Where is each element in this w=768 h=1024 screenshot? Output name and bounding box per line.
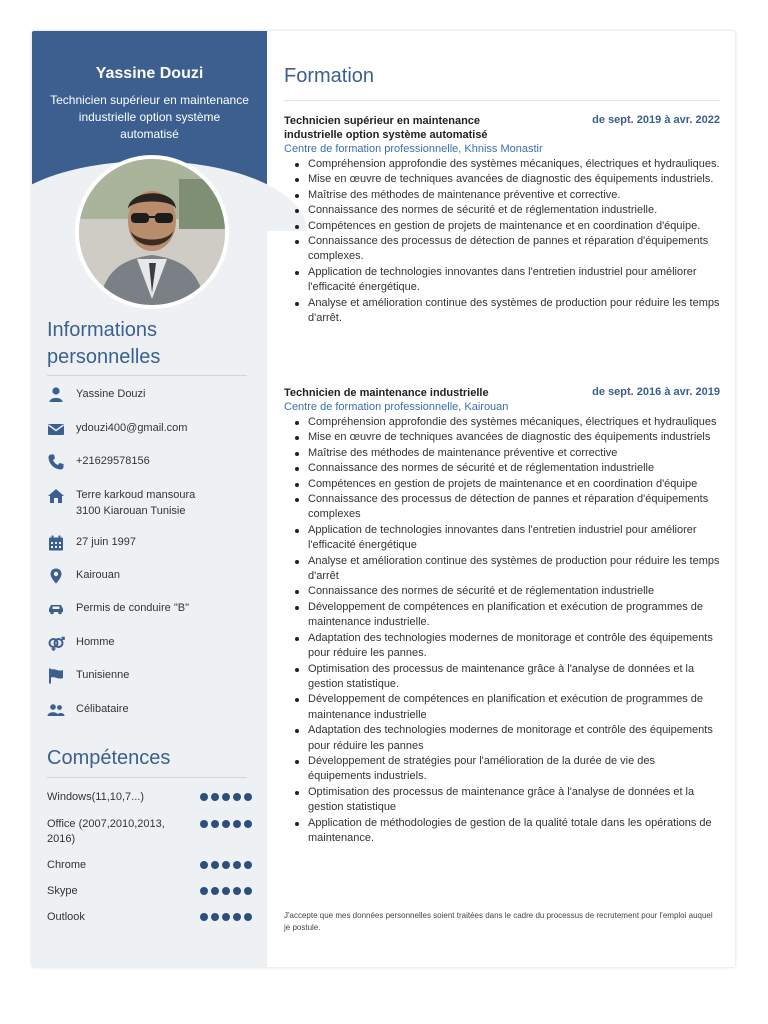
list-item: Application de méthodologies de gestion de la qualité totale dans les opérations de maintenance. bbox=[308, 816, 720, 847]
info-license-text: Permis de conduire "B" bbox=[76, 602, 189, 614]
info-name-text: Yassine Douzi bbox=[76, 388, 146, 400]
skills-title: Compétences bbox=[47, 747, 171, 769]
skill-dot bbox=[211, 793, 219, 801]
gender-icon bbox=[47, 634, 65, 652]
skill-level-dots bbox=[200, 887, 252, 895]
skill-dot bbox=[233, 861, 241, 869]
list-item: Maîtrise des méthodes de maintenance préventive et corrective. bbox=[308, 188, 720, 203]
list-item: Optimisation des processus de maintenance grâce à l'analyse de données et la gestion statistique. bbox=[308, 662, 720, 693]
entry-bullets bbox=[284, 415, 720, 846]
entry-institution: Centre de formation professionnelle, Khniss Monastir bbox=[284, 143, 543, 155]
skill-dot bbox=[211, 913, 219, 921]
resume-page bbox=[32, 31, 735, 967]
entry-bullets bbox=[284, 157, 720, 326]
skill-dot bbox=[200, 820, 208, 828]
personal-info-title: Informations personnelles bbox=[47, 319, 161, 368]
info-email bbox=[47, 420, 257, 438]
skill-row bbox=[47, 817, 252, 847]
list-item: Compétences en gestion de projets de maintenance et en coordination d'équipe. bbox=[308, 219, 720, 234]
skill-dot bbox=[222, 861, 230, 869]
list-item: Application de technologies innovantes dans l'entretien industriel pour améliorer l'efficacité énergétique bbox=[308, 523, 720, 554]
location-pin-icon bbox=[47, 567, 65, 585]
entry-title: Technicien de maintenance industrielle bbox=[284, 387, 489, 399]
entry-date: de sept. 2019 à avr. 2022 bbox=[592, 114, 720, 126]
skill-dot bbox=[233, 887, 241, 895]
skill-dot bbox=[244, 820, 252, 828]
skill-dot bbox=[222, 913, 230, 921]
list-item: Maîtrise des méthodes de maintenance préventive et corrective bbox=[308, 446, 720, 461]
info-address bbox=[47, 487, 257, 519]
list-item: Mise en œuvre de techniques avancées de diagnostic des équipements industriels. bbox=[308, 172, 720, 187]
skill-dot bbox=[233, 820, 241, 828]
list-item: Compréhension approfondie des systèmes mécaniques, électriques et hydrauliques. bbox=[308, 157, 720, 172]
skill-dot bbox=[211, 820, 219, 828]
info-email-text[interactable]: ydouzi400@gmail.com bbox=[76, 422, 188, 434]
consent-note: J'accepte que mes données personnelles soient traitées dans le cadre du processus de recrutement pour l'emploi auquel je postule. bbox=[284, 911, 713, 932]
main-content bbox=[284, 31, 720, 967]
info-city-text: Kairouan bbox=[76, 569, 121, 581]
skills-divider bbox=[47, 777, 247, 778]
skill-dot bbox=[222, 820, 230, 828]
list-item: Compréhension approfondie des systèmes mécaniques, électriques et hydrauliques bbox=[308, 415, 720, 430]
envelope-icon bbox=[47, 420, 65, 438]
list-item: Adaptation des technologies modernes de monitorage et contrôle des équipements pour réduire les pannes bbox=[308, 723, 720, 754]
list-item: Développement de compétences en planification et exécution de programmes de maintenance industrielle bbox=[308, 692, 720, 723]
skill-level-dots bbox=[200, 820, 252, 828]
skill-name: Chrome bbox=[47, 859, 87, 871]
profile-photo-illustration bbox=[79, 159, 225, 305]
info-address-text: Terre karkoud mansoura 3100 Kiarouan Tunisie bbox=[76, 489, 196, 517]
formation-divider bbox=[284, 100, 720, 101]
flag-icon bbox=[47, 667, 65, 685]
info-city bbox=[47, 567, 257, 585]
list-item: Connaissance des normes de sécurité et de réglementation industrielle. bbox=[308, 203, 720, 218]
car-icon bbox=[47, 600, 65, 618]
formation-entry bbox=[284, 386, 720, 846]
skill-dot bbox=[244, 913, 252, 921]
formation-entry bbox=[284, 114, 720, 326]
phone-icon bbox=[47, 453, 65, 471]
list-item: Développement de compétences en planification et exécution de programmes de maintenance industrielle. bbox=[308, 600, 720, 631]
skill-dot bbox=[200, 913, 208, 921]
info-nationality-text: Tunisienne bbox=[76, 669, 130, 681]
list-item: Connaissance des normes de sécurité et de réglementation industrielle bbox=[308, 584, 720, 599]
skill-dot bbox=[200, 861, 208, 869]
skill-level-dots bbox=[200, 913, 252, 921]
user-icon bbox=[47, 386, 65, 404]
list-item: Application de technologies innovantes dans l'entretien industriel pour améliorer l'efficacité énergétique. bbox=[308, 265, 720, 296]
skill-name: Office (2007,2010,2013, 2016) bbox=[47, 818, 165, 845]
info-nationality bbox=[47, 667, 257, 685]
skill-name: Windows(11,10,7...) bbox=[47, 791, 145, 803]
info-license bbox=[47, 600, 257, 618]
skill-dot bbox=[222, 793, 230, 801]
info-marital-status-text: Célibataire bbox=[76, 703, 129, 715]
entry-institution: Centre de formation professionnelle, Kairouan bbox=[284, 401, 509, 413]
entry-title: Technicien supérieur en maintenance industrielle option système automatisé bbox=[284, 115, 488, 141]
candidate-headline: Technicien supérieur en maintenance industrielle option système automatisé bbox=[50, 93, 249, 141]
skill-dot bbox=[222, 887, 230, 895]
skill-row bbox=[47, 790, 252, 805]
info-birthdate bbox=[47, 534, 257, 552]
skill-dot bbox=[244, 793, 252, 801]
info-phone-text[interactable]: +21629578156 bbox=[76, 455, 150, 467]
candidate-name: Yassine Douzi bbox=[95, 65, 204, 82]
list-item: Analyse et amélioration continue des systèmes de production pour réduire les temps d'arrêt bbox=[308, 554, 720, 585]
list-item: Compétences en gestion de projets de maintenance et en coordination d'équipe bbox=[308, 477, 720, 492]
list-item: Adaptation des technologies modernes de monitorage et contrôle des équipements pour réduire les pannes. bbox=[308, 631, 720, 662]
list-item: Analyse et amélioration continue des systèmes de production pour réduire les temps d'arrêt. bbox=[308, 296, 720, 327]
skill-row bbox=[47, 884, 252, 899]
skill-level-dots bbox=[200, 861, 252, 869]
personal-info-divider bbox=[47, 375, 247, 376]
skill-row bbox=[47, 910, 252, 925]
skill-dot bbox=[200, 887, 208, 895]
entry-date: de sept. 2016 à avr. 2019 bbox=[592, 386, 720, 398]
list-item: Mise en œuvre de techniques avancées de diagnostic des équipements industriels bbox=[308, 430, 720, 445]
info-gender-text: Homme bbox=[76, 636, 115, 648]
list-item: Connaissance des normes de sécurité et de réglementation industrielle bbox=[308, 461, 720, 476]
sidebar bbox=[32, 31, 267, 967]
home-icon bbox=[47, 487, 65, 505]
skill-row bbox=[47, 858, 252, 873]
profile-photo bbox=[75, 155, 229, 309]
skill-dot bbox=[244, 887, 252, 895]
skill-level-dots bbox=[200, 793, 252, 801]
skill-dot bbox=[211, 887, 219, 895]
skill-dot bbox=[233, 793, 241, 801]
people-icon bbox=[47, 701, 65, 719]
calendar-icon bbox=[47, 534, 65, 552]
info-marital-status bbox=[47, 701, 257, 719]
info-name bbox=[47, 386, 257, 404]
info-birthdate-text: 27 juin 1997 bbox=[76, 536, 136, 548]
skill-dot bbox=[233, 913, 241, 921]
info-phone bbox=[47, 453, 257, 471]
skill-dot bbox=[244, 861, 252, 869]
list-item: Optimisation des processus de maintenance grâce à l'analyse de données et la gestion statistique bbox=[308, 785, 720, 816]
list-item: Développement de stratégies pour l'amélioration de la durée de vie des équipements industriels. bbox=[308, 754, 720, 785]
skill-dot bbox=[200, 793, 208, 801]
info-gender bbox=[47, 634, 257, 652]
formation-title: Formation bbox=[284, 65, 375, 87]
skill-dot bbox=[211, 861, 219, 869]
list-item: Connaissance des processus de détection de pannes et réparation d'équipements complexes bbox=[308, 492, 720, 523]
list-item: Connaissance des processus de détection de pannes et réparation d'équipements complexes. bbox=[308, 234, 720, 265]
skill-name: Outlook bbox=[47, 911, 85, 923]
skill-name: Skype bbox=[47, 885, 78, 897]
